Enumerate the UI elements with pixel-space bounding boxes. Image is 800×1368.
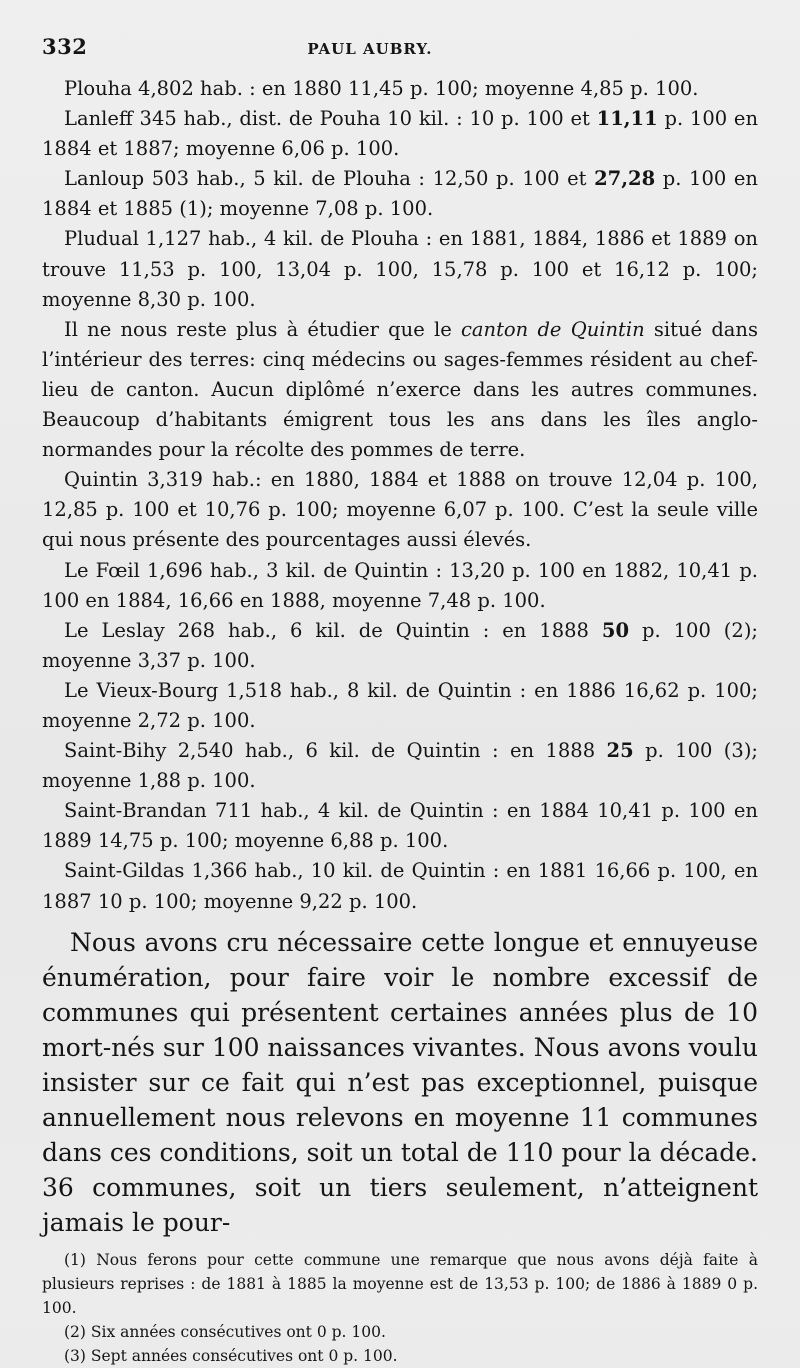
- main-text: [42, 925, 758, 1240]
- paragraph-lanloup: [42, 164, 758, 224]
- paragraph-plouha: [42, 74, 758, 104]
- paragraph-saint-gildas: [42, 856, 758, 916]
- italic-text: canton de Quintin: [460, 317, 645, 341]
- paragraph-text: Lanleff 345 hab., dist. de Pouha 10 kil. : 10 p. 100 et: [64, 107, 597, 131]
- footnotes: [42, 1248, 758, 1368]
- paragraph-text: Il ne nous reste plus à étudier que le: [64, 317, 461, 341]
- paragraph-text: p. 100 (2); moyenne 3,37 p. 100.: [42, 618, 758, 672]
- footnote-1: (1) Nous ferons pour cette commune une remarque que nous avons déjà faite à plusieurs reprises : de 1881 à 1885 la moyenne est de 13,53 p. 100; de 1886 à 1889 0 p. 100.: [42, 1250, 758, 1317]
- paragraph-text: Saint-Bihy 2,540 hab., 6 kil. de Quintin : en 1888: [64, 739, 607, 763]
- paragraph-text: Le Leslay 268 hab., 6 kil. de Quintin : en 1888: [64, 618, 602, 642]
- paragraph-text: situé dans l’intérieur des terres: cinq médecins ou sages-femmes résident au chef-lieu de canton. Aucun diplômé n’exerce dans les autres communes. Beaucoup d’habitants émigrent tous les ans dans les îles anglo-normandes pour la récolte des pommes de terre.: [42, 317, 758, 462]
- paragraph-conclusion: Nous avons cru nécessaire cette longue et ennuyeuse énumération, pour faire voir le nombre excessif de communes qui présentent certaines années plus de 10 mort-nés sur 100 naissances vivantes. Nous avons voulu insister sur ce fait qui n’est pas exceptionnel, puisque annuellement nous relevons en moyenne 11 communes dans ces conditions, soit un total de 110 pour la décade. 36 communes, soit un tiers seulement, n’atteignent jamais le pour-: [42, 927, 758, 1237]
- paragraph-text: Pludual 1,127 hab., 4 kil. de Plouha : en 1881, 1884, 1886 et 1889 on trouve 11,53 p. 100, 13,04 p. 100, 15,78 p. 100 et 16,12 p. 100; moyenne 8,30 p. 100.: [42, 227, 758, 311]
- paragraph-pludual: [42, 224, 758, 314]
- paragraph-vieux-bourg: [42, 676, 758, 736]
- paragraph-text: Lanloup 503 hab., 5 kil. de Plouha : 12,50 p. 100 et: [64, 167, 595, 191]
- paragraph-text: Plouha 4,802 hab. : en 1880 11,45 p. 100; moyenne 4,85 p. 100.: [64, 77, 699, 100]
- paragraph-text: Saint-Gildas 1,366 hab., 10 kil. de Quintin : en 1881 16,66 p. 100, en 1887 10 p. 100; moyenne 9,22 p. 100.: [42, 859, 758, 913]
- paragraph-le-leslay: [42, 616, 758, 676]
- paragraph-text: Le Fœil 1,696 hab., 3 kil. de Quintin : 13,20 p. 100 en 1882, 10,41 p. 100 en 1884, 16,66 en 1888, moyenne 7,48 p. 100.: [42, 558, 758, 612]
- paragraph-le-foeil: [42, 556, 758, 616]
- paragraph-text: Quintin 3,319 hab.: en 1880, 1884 et 1888 on trouve 12,04 p. 100, 12,85 p. 100 et 10,76 p. 100; moyenne 6,07 p. 100. C’est la seule ville qui nous présente des pourcentages aussi élevés.: [42, 468, 758, 552]
- paragraph-lanleff: [42, 104, 758, 164]
- paragraph-text: p. 100 (3); moyenne 1,88 p. 100.: [42, 739, 758, 793]
- bold-figure: 25: [606, 739, 634, 763]
- bold-figure: 11,11: [596, 107, 658, 131]
- commune-list: [42, 74, 758, 917]
- bold-figure: 27,28: [594, 167, 656, 191]
- paragraph-text: Le Vieux-Bourg 1,518 hab., 8 kil. de Quintin : en 1886 16,62 p. 100; moyenne 2,72 p. 100.: [42, 678, 758, 732]
- paragraph-text: Saint-Brandan 711 hab., 4 kil. de Quintin : en 1884 10,41 p. 100 en 1889 14,75 p. 100; moyenne 6,88 p. 100.: [42, 799, 758, 853]
- paragraph-text: p. 100 en 1884 et 1885 (1); moyenne 7,08 p. 100.: [42, 167, 758, 221]
- bold-figure: 50: [601, 618, 630, 642]
- paragraph-text: p. 100 en 1884 et 1887; moyenne 6,06 p. 100.: [42, 107, 758, 161]
- page-number: 332: [42, 34, 88, 59]
- footnote-3: (3) Sept années consécutives ont 0 p. 100.: [64, 1346, 398, 1365]
- footnote-2: (2) Six années consécutives ont 0 p. 100.: [64, 1322, 386, 1341]
- paragraph-saint-bihy: [42, 736, 758, 796]
- paragraph-saint-brandan: [42, 796, 758, 856]
- running-head: [42, 34, 758, 74]
- running-head-author: PAUL AUBRY.: [307, 40, 433, 58]
- paragraph-quintin: [42, 465, 758, 555]
- paragraph-canton-quintin: [42, 315, 758, 465]
